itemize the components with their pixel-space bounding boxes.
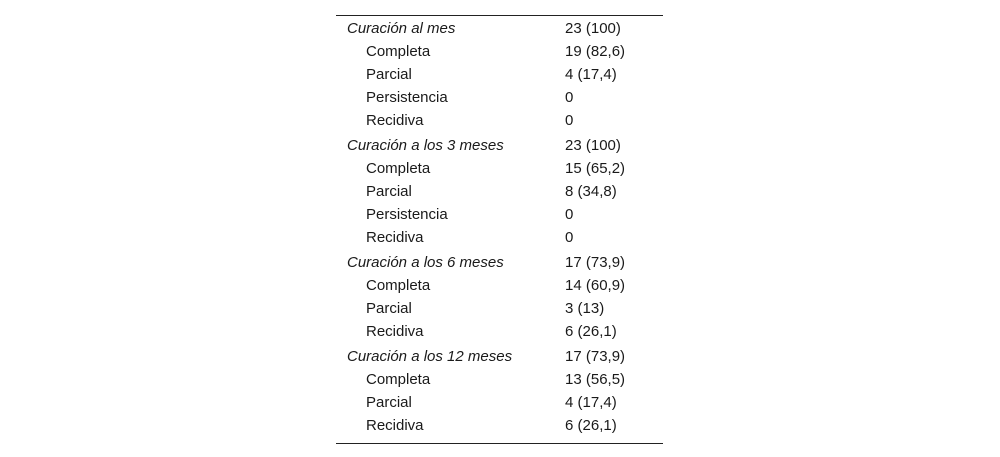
table-row bbox=[336, 86, 663, 109]
table-row bbox=[336, 180, 663, 203]
row-value: 8 (34,8) bbox=[565, 183, 617, 200]
row-value: 0 bbox=[565, 229, 574, 246]
table-row bbox=[336, 320, 663, 343]
row-value: 14 (60,9) bbox=[565, 277, 626, 294]
row-value: 0 bbox=[565, 206, 574, 223]
group-cure-12-months bbox=[336, 345, 663, 437]
row-value: 0 bbox=[565, 89, 574, 106]
table-row bbox=[336, 274, 663, 297]
group-header-row bbox=[336, 251, 663, 274]
table-row bbox=[336, 226, 663, 249]
group-cure-3-months bbox=[336, 134, 663, 249]
table-row bbox=[336, 391, 663, 414]
group-title: Curación a los 6 meses bbox=[347, 254, 504, 271]
group-total-value: 17 (73,9) bbox=[565, 348, 626, 365]
group-title: Curación a los 3 meses bbox=[347, 137, 504, 154]
row-label: Completa bbox=[366, 371, 431, 388]
row-label: Recidiva bbox=[366, 112, 424, 129]
group-title: Curación a los 12 meses bbox=[347, 348, 513, 365]
row-value: 4 (17,4) bbox=[565, 66, 617, 83]
row-label: Completa bbox=[366, 43, 431, 60]
row-label: Recidiva bbox=[366, 229, 424, 246]
row-label: Recidiva bbox=[366, 323, 424, 340]
row-label: Parcial bbox=[366, 300, 412, 317]
group-cure-6-months bbox=[336, 251, 663, 343]
group-header-row bbox=[336, 345, 663, 368]
row-label: Recidiva bbox=[366, 417, 424, 434]
group-header-row bbox=[336, 134, 663, 157]
row-value: 13 (56,5) bbox=[565, 371, 626, 388]
row-value: 3 (13) bbox=[565, 300, 605, 317]
table-row bbox=[336, 109, 663, 132]
table-row bbox=[336, 368, 663, 391]
row-value: 0 bbox=[565, 112, 574, 129]
row-label: Completa bbox=[366, 277, 431, 294]
group-total-value: 23 (100) bbox=[565, 137, 621, 154]
row-label: Completa bbox=[366, 160, 431, 177]
row-label: Persistencia bbox=[366, 206, 448, 223]
results-table bbox=[336, 15, 663, 444]
group-header-row bbox=[336, 17, 663, 40]
table-row bbox=[336, 157, 663, 180]
group-total-value: 17 (73,9) bbox=[565, 254, 626, 271]
row-label: Persistencia bbox=[366, 89, 448, 106]
row-value: 6 (26,1) bbox=[565, 323, 617, 340]
table-row bbox=[336, 414, 663, 437]
table-row bbox=[336, 203, 663, 226]
table-row bbox=[336, 297, 663, 320]
group-title: Curación al mes bbox=[347, 20, 456, 37]
row-value: 19 (82,6) bbox=[565, 43, 626, 60]
row-value: 6 (26,1) bbox=[565, 417, 617, 434]
group-total-value: 23 (100) bbox=[565, 20, 621, 37]
row-value: 4 (17,4) bbox=[565, 394, 617, 411]
row-label: Parcial bbox=[366, 394, 412, 411]
row-value: 15 (65,2) bbox=[565, 160, 626, 177]
table-row bbox=[336, 40, 663, 63]
row-label: Parcial bbox=[366, 66, 412, 83]
table-row bbox=[336, 63, 663, 86]
group-cure-1-month bbox=[336, 17, 663, 132]
row-label: Parcial bbox=[366, 183, 412, 200]
